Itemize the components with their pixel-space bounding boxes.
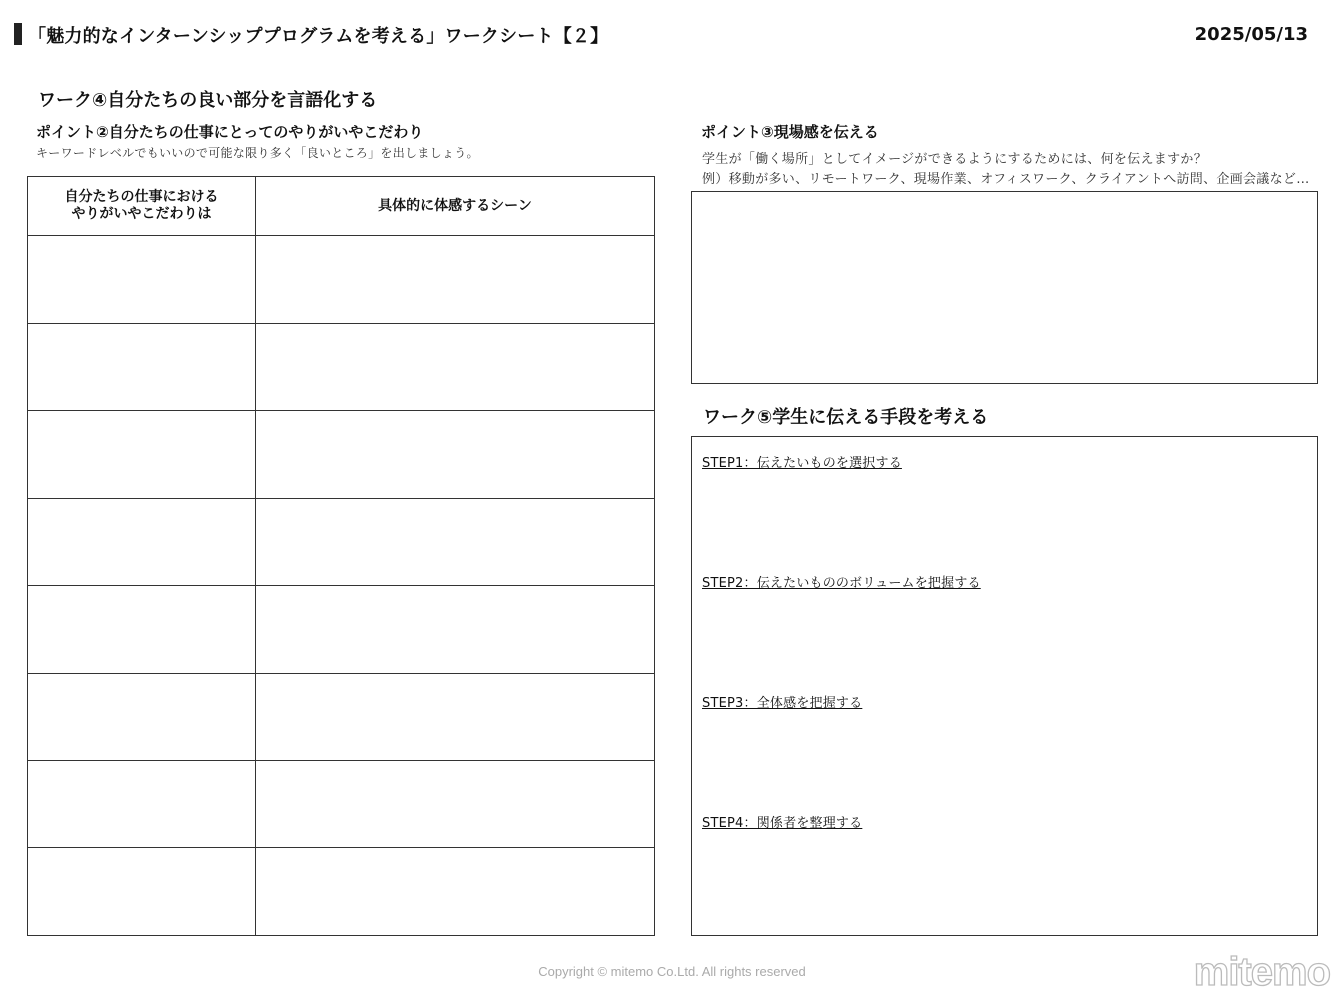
table-row bbox=[28, 498, 655, 585]
point2-heading: ポイント②自分たちの仕事にとってのやりがいやこだわり bbox=[36, 123, 424, 141]
table-row bbox=[28, 323, 655, 410]
table-row bbox=[28, 411, 655, 498]
step2-label: STEP2：伝えたいもののボリュームを把握する bbox=[702, 576, 981, 591]
motivation-cell[interactable] bbox=[28, 323, 256, 410]
page-title: 「魅力的なインターンシッププログラムを考える」ワークシート【２】 bbox=[28, 26, 609, 47]
scene-cell[interactable] bbox=[256, 323, 655, 410]
scene-cell[interactable] bbox=[256, 673, 655, 760]
scene-cell[interactable] bbox=[256, 761, 655, 848]
work4-heading: ワーク④自分たちの良い部分を言語化する bbox=[38, 90, 378, 111]
work5-heading: ワーク⑤学生に伝える手段を考える bbox=[703, 407, 989, 428]
copyright-text: Copyright © mitemo Co.Ltd. All rights reserved bbox=[538, 964, 806, 979]
step4-label: STEP4：関係者を整理する bbox=[702, 816, 863, 831]
work5-answer-box[interactable] bbox=[691, 436, 1318, 936]
point3-example: 例）移動が多い、リモートワーク、現場作業、オフィスワーク、クライアントへ訪問、企画会議など… bbox=[702, 172, 1310, 187]
table-row bbox=[28, 236, 655, 323]
scene-cell[interactable] bbox=[256, 586, 655, 673]
table-row bbox=[28, 673, 655, 760]
scene-cell[interactable] bbox=[256, 236, 655, 323]
mitemo-logo: mitemo bbox=[1193, 950, 1330, 994]
table-row bbox=[28, 848, 655, 936]
point2-subtext: キーワードレベルでもいいので可能な限り多く「良いところ」を出しましょう。 bbox=[36, 146, 479, 160]
title-marker bbox=[14, 23, 22, 45]
scene-cell[interactable] bbox=[256, 411, 655, 498]
step3-label: STEP3：全体感を把握する bbox=[702, 696, 863, 711]
col-header-scene: 具体的に体感するシーン bbox=[256, 177, 655, 236]
col-header-motivation: 自分たちの仕事における やりがいやこだわりは bbox=[28, 177, 256, 236]
table-header-row bbox=[28, 177, 655, 236]
point3-heading: ポイント③現場感を伝える bbox=[701, 123, 879, 141]
scene-cell[interactable] bbox=[256, 848, 655, 936]
step1-label: STEP1：伝えたいものを選択する bbox=[702, 456, 902, 471]
motivation-cell[interactable] bbox=[28, 761, 256, 848]
point3-answer-box[interactable] bbox=[691, 191, 1318, 384]
scene-cell[interactable] bbox=[256, 498, 655, 585]
motivation-cell[interactable] bbox=[28, 236, 256, 323]
worksheet-table bbox=[27, 176, 655, 936]
motivation-cell[interactable] bbox=[28, 673, 256, 760]
motivation-cell[interactable] bbox=[28, 848, 256, 936]
table-row bbox=[28, 586, 655, 673]
motivation-cell[interactable] bbox=[28, 498, 256, 585]
table-row bbox=[28, 761, 655, 848]
date-label: 2025/05/13 bbox=[1194, 24, 1308, 45]
point3-description: 学生が「働く場所」としてイメージができるようにするためには、何を伝えますか？ bbox=[702, 152, 1208, 167]
motivation-cell[interactable] bbox=[28, 586, 256, 673]
motivation-cell[interactable] bbox=[28, 411, 256, 498]
